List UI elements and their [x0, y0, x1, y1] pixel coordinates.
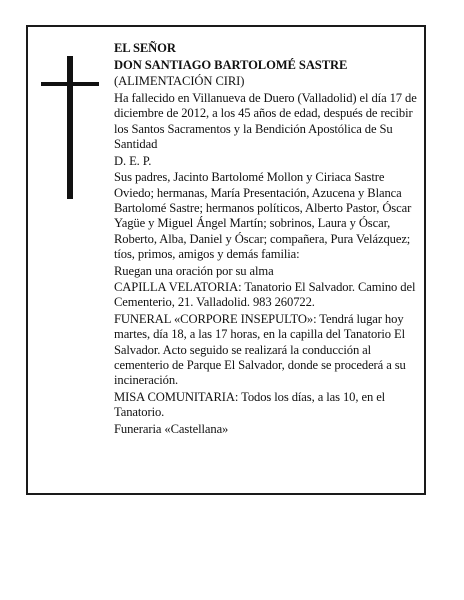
cross-icon-horizontal-bar: [41, 82, 99, 86]
cross-icon-vertical-bar: [67, 56, 73, 199]
funeral-details: FUNERAL «CORPORE INSEPULTO»: Tendrá lugar hoy martes, día 18, a las 17 horas, en la capilla del Tanatorio El Salvador. Acto seguido se realizará la conducción al cementerio de Parque El Salvador, donde se procederá a su incineración.: [114, 312, 406, 388]
family-list: Sus padres, Jacinto Bartolomé Mollon y Ciriaca Sastre Oviedo; hermanas, María Presentación, Azucena y Blanca Bartolomé Sastre; hermanos políticos, Alberto Pastor, Óscar Yagüe y Miguel Ángel Martín; sobrinos, Laura y Óscar, Roberto, Alba, Daniel y Óscar; compañera, Pura Velázquez; tíos, primos, amigos y demás familia:: [114, 170, 412, 261]
rest-in-peace: D. E. P.: [114, 153, 152, 168]
death-announcement: Ha fallecido en Villanueva de Duero (Valladolid) el día 17 de diciembre de 2012, a los 45 años de edad, después de recibir los Santos Sacramentos y la Bendición Apostólica de Su Santidad: [114, 91, 417, 151]
deceased-name: DON SANTIAGO BARTOLOMÉ SASTRE: [114, 57, 348, 72]
deceased-company: (ALIMENTACIÓN CIRI): [114, 74, 245, 89]
wake-details: CAPILLA VELATORIA: Tanatorio El Salvador. Camino del Cementerio, 21. Valladolid. 983 260722.: [114, 280, 416, 310]
obituary-title: EL SEÑOR: [114, 41, 176, 55]
obituary-notice: [26, 25, 426, 495]
funeral-home: Funeraria «Castellana»: [114, 422, 229, 437]
obituary-text: [114, 41, 419, 439]
mass-details: MISA COMUNITARIA: Todos los días, a las 10, en el Tanatorio.: [114, 390, 386, 420]
prayer-request: Ruegan una oración por su alma: [114, 263, 274, 278]
